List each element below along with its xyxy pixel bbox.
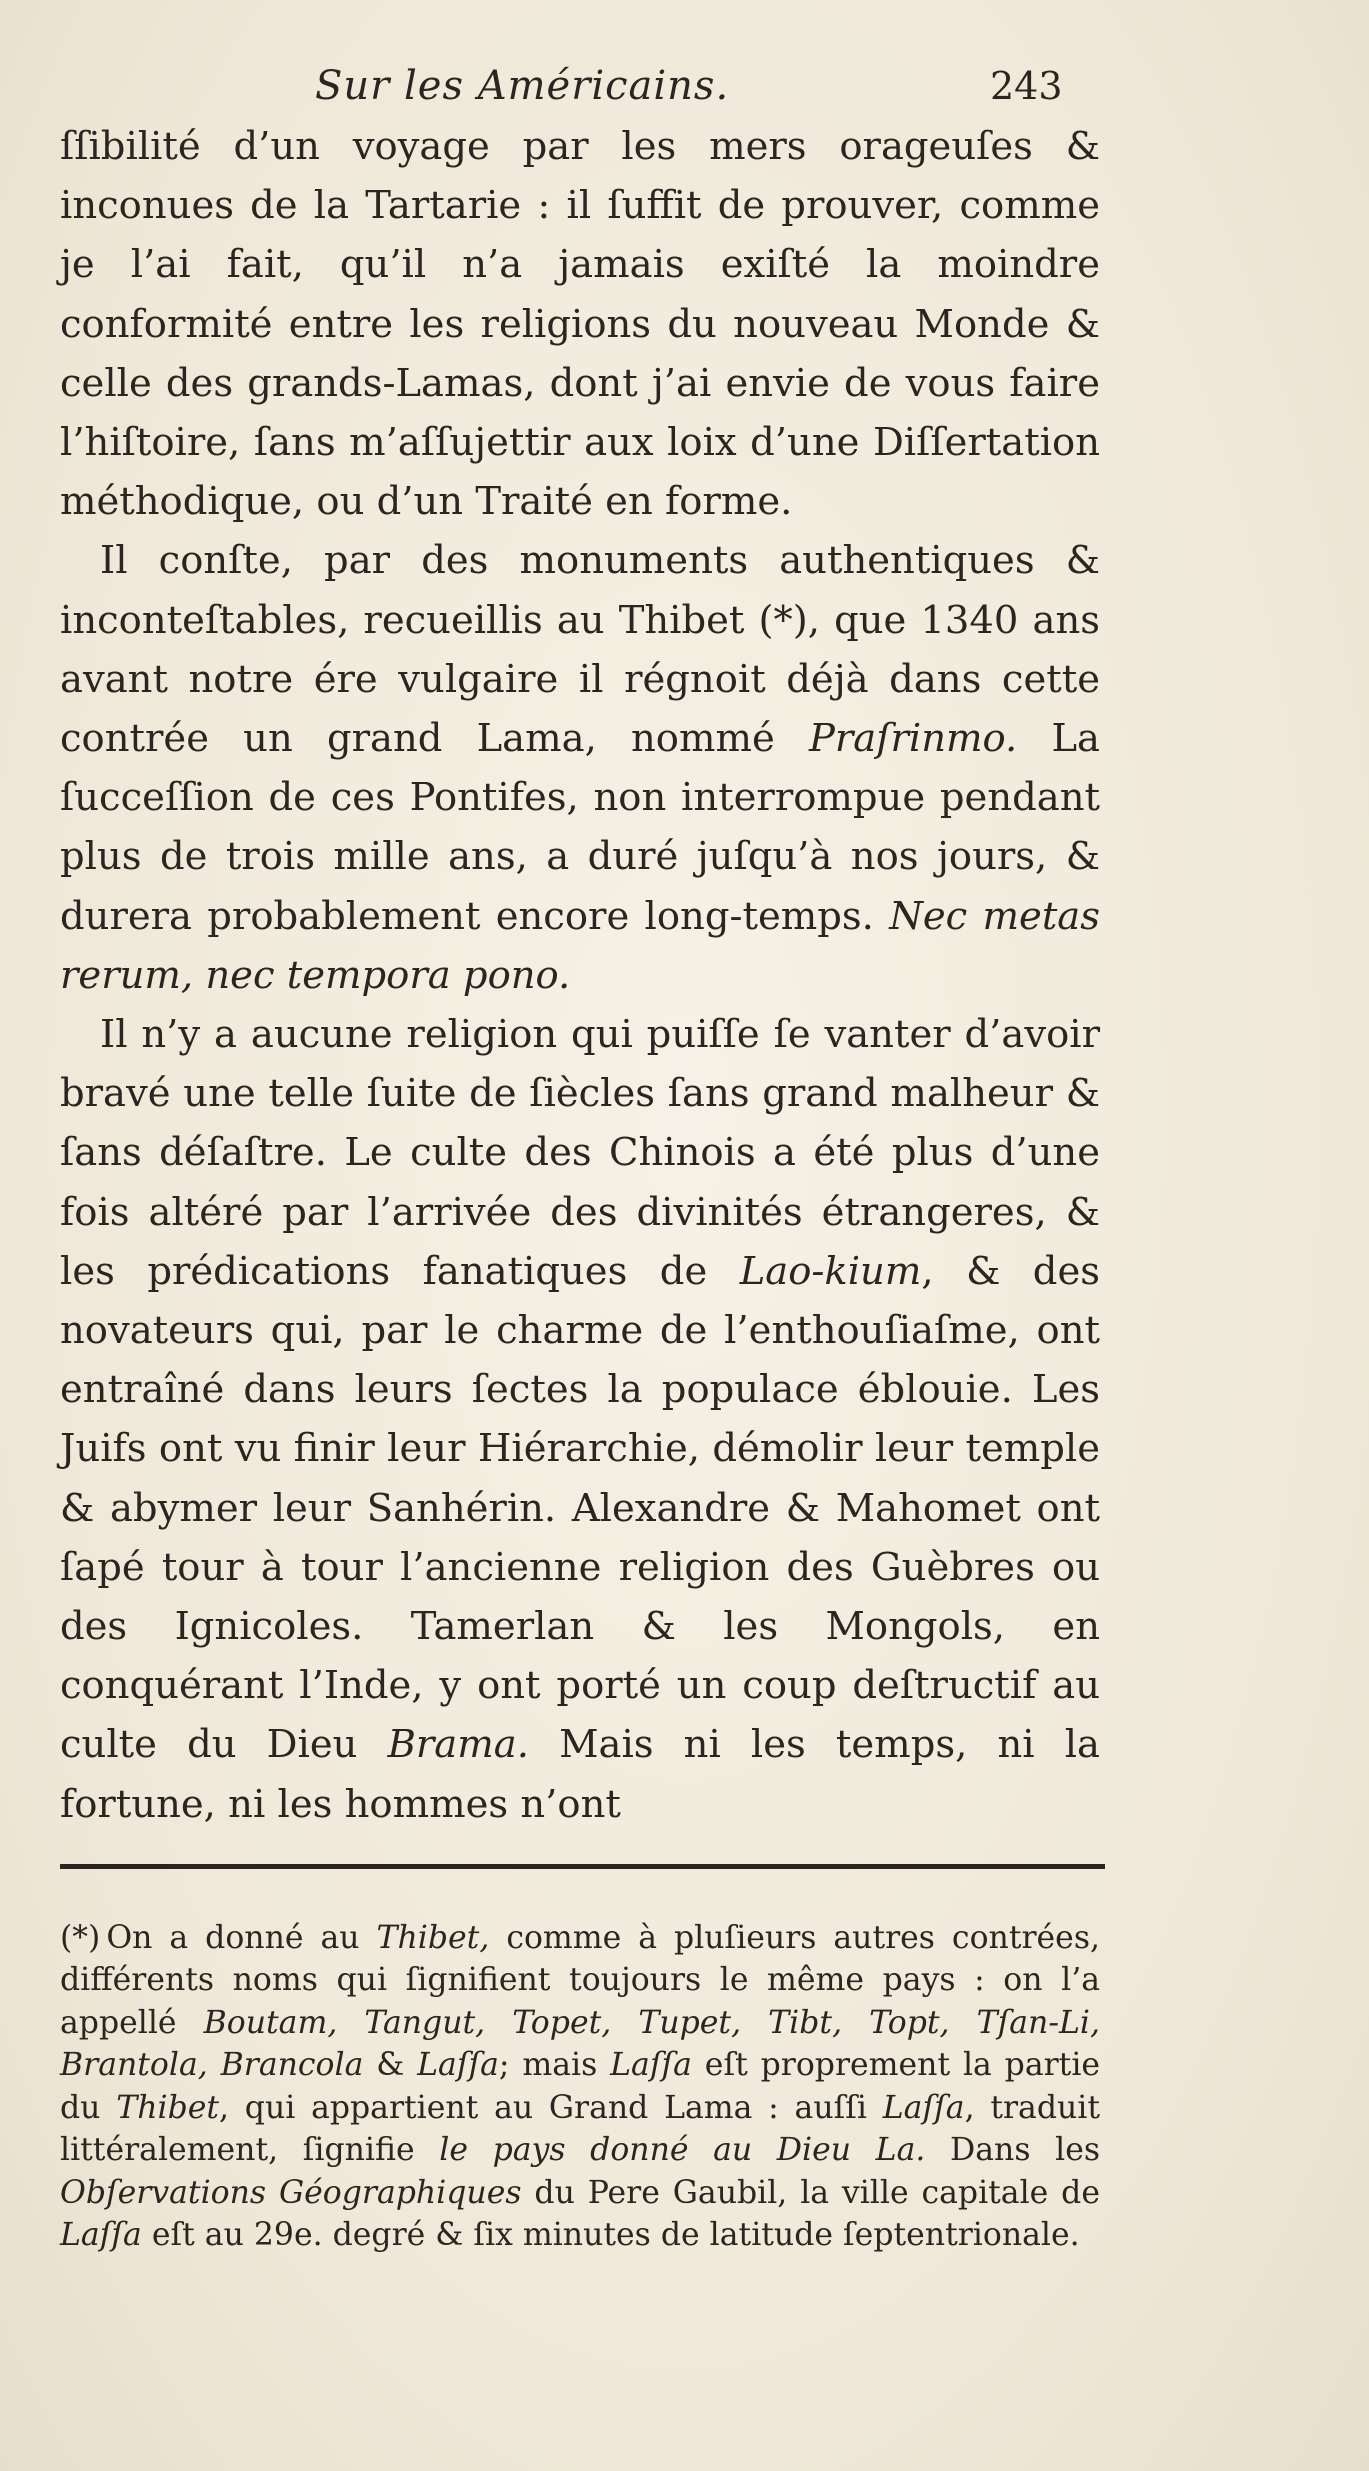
footnote-text-1: On a donné au: [106, 1919, 360, 1956]
footnote-observations: Obſervations Géographiques: [60, 2174, 522, 2211]
footnote: [60, 1917, 1100, 2257]
footnote-text-6: , qui appartient au Grand Lama : auſſi: [219, 2089, 868, 2126]
footnote-text-8: Dans les: [950, 2132, 1101, 2169]
name-brama: Brama.: [387, 1722, 529, 1768]
footnote-text-7: , traduit littéralement, ſignifie: [60, 2089, 1101, 2169]
footnote-meaning: le pays donné au Dieu La.: [439, 2132, 926, 2169]
paragraph-3-text-b: , & des novateurs qui, par le charme de l’enthouſiaſme, ont entraîné dans leurs ſectes la populace éblouie. Les Juifs ont vu finir leur Hiérarchie, démolir leur temple & abymer leur Sanhérin. Alexandre & Mahomet ont ſapé tour à tour l’ancienne religion des Guèbres ou des Ignicoles. Tamerlan & les Mongols, en conquérant l’Inde, y ont porté un coup deſtructif au culte du Dieu: [60, 1248, 1100, 1768]
paragraph-1-text: ſſibilité d’un voyage par les mers orageuſes & inconues de la Tartarie : il ſuffit de prouver, comme je l’ai fait, qu’il n’a jamais exiſté la moindre conformité entre les religions du nouveau Monde & celle des grands-Lamas, dont j’ai envie de vous faire l’hiſtoire, ſans m’aſſujettir aux loix d’une Diſſertation méthodique, ou d’un Traité en forme.: [60, 124, 1100, 525]
running-title: Sur les Américains.: [315, 63, 730, 109]
footnote-text-9: du Pere Gaubil, la ville capitale de: [534, 2174, 1100, 2211]
name-prasrinmo: Praſrinmo.: [808, 716, 1018, 762]
footnote-lassa-4: Laſſa: [60, 2217, 142, 2254]
paragraph-2: [60, 531, 1100, 1005]
paragraph-3: [60, 1005, 1100, 1834]
footnote-lassa-2: Laſſa: [610, 2047, 692, 2084]
footnote-thibet-2: Thibet: [116, 2089, 220, 2126]
paragraph-2-text-b: La ſucceſſion de ces Pontifes, non interrompue pendant plus de trois mille ans, a duré juſqu’à nos jours, & durera probablement encore long-temps.: [60, 716, 1100, 939]
footnote-lassa-1: Laſſa: [417, 2047, 499, 2084]
footnote-text-4: ; mais: [498, 2047, 598, 2084]
paragraph-3-text-c: Mais ni les temps, ni la fortune, ni les hommes n’ont: [60, 1722, 1100, 1827]
book-page: [60, 55, 1100, 2257]
footnote-text-5: eſt proprement la partie du: [60, 2047, 1101, 2126]
body-text: [60, 117, 1100, 1834]
footnote-thibet-1: Thibet,: [376, 1919, 490, 1956]
footnote-marker: (*): [60, 1919, 101, 1956]
running-head: [60, 55, 1100, 117]
footnote-rule: [60, 1864, 1105, 1869]
footnote-text-10: eſt au 29e. degré & ſix minutes de latitude ſeptentrionale.: [151, 2217, 1080, 2254]
footnote-paragraph: [60, 1917, 1100, 2257]
page-number: 243: [990, 64, 1063, 108]
footnote-text-2: comme à pluſieurs autres contrées, différents noms qui ſignifient toujours le même pays : on l’a appellé: [60, 1919, 1101, 2041]
footnote-text-3: &: [376, 2047, 405, 2084]
paragraph-1: [60, 117, 1100, 531]
footnote-lassa-3: Laſſa: [882, 2089, 965, 2126]
latin-quote: Nec metas rerum, nec tempora pono.: [60, 893, 1100, 998]
paragraph-2-text-a: Il conſte, par des monuments authentiques & inconteſtables, recueillis au Thibet (*), que 1340 ans avant notre ére vulgaire il régnoit déjà dans cette contrée un grand Lama, nommé: [60, 538, 1100, 762]
name-lao-kium: Lao-kium: [739, 1248, 922, 1294]
paragraph-3-text-a: Il n’y a aucune religion qui puiſſe ſe vanter d’avoir bravé une telle ſuite de ſiècles ſans grand malheur & ſans déſaſtre. Le culte des Chinois a été plus d’une fois altéré par l’arrivée des divinités étrangeres, & les prédications fanatiques de: [60, 1012, 1100, 1294]
footnote-names-list: Boutam, Tangut, Topet, Tupet, Tibt, Topt, Tſan-Li, Brantola, Brancola: [60, 2004, 1100, 2084]
